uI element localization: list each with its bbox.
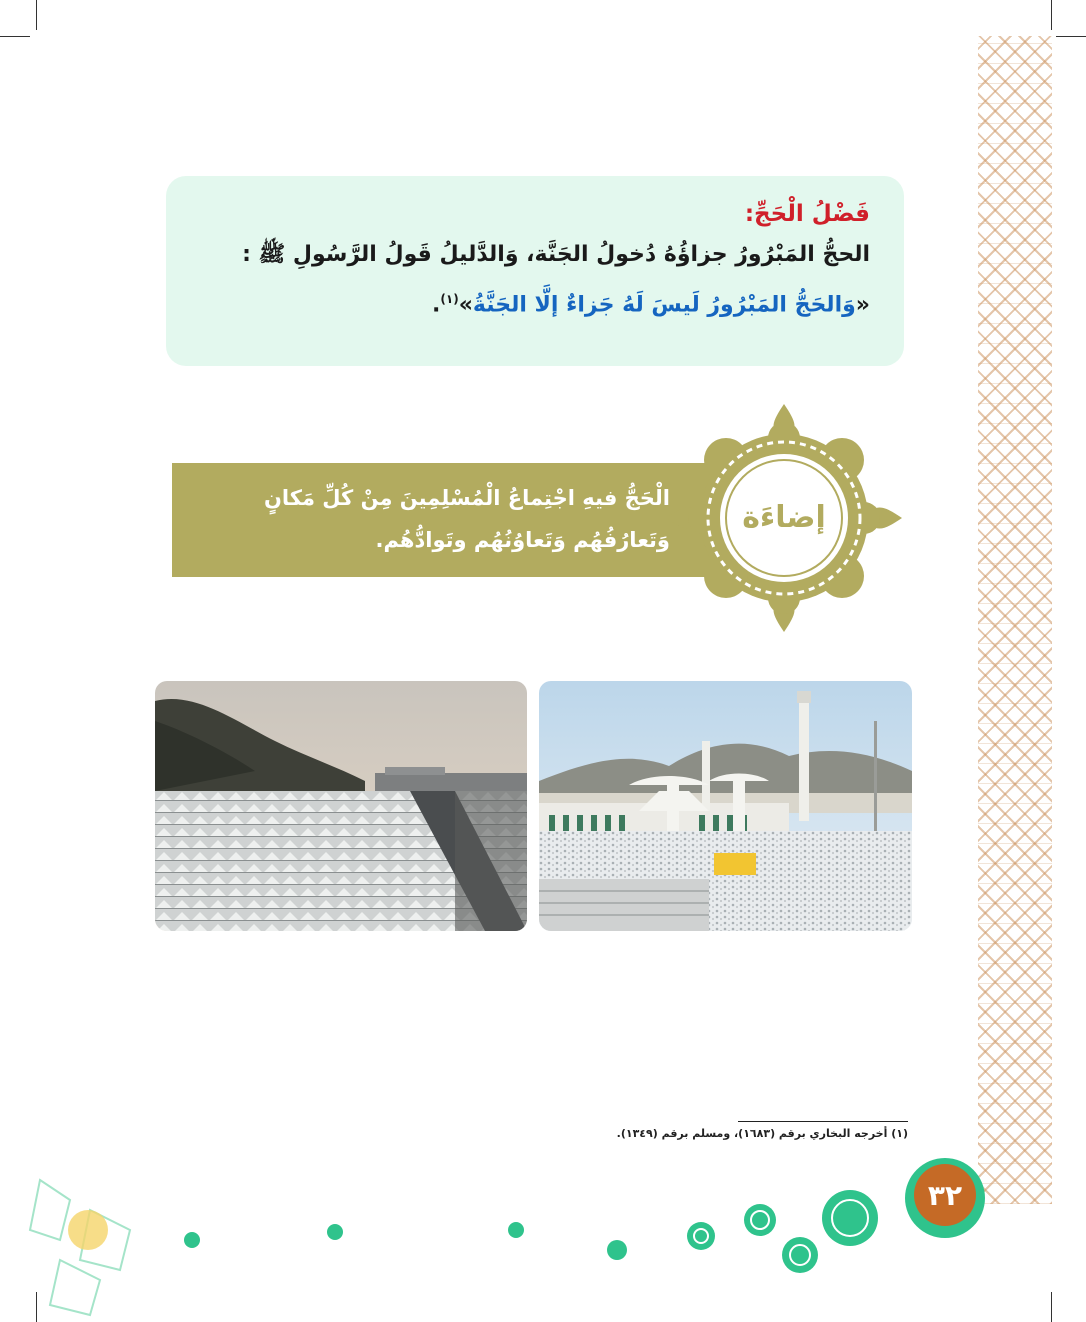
- photo-mosque-pilgrims: [539, 681, 912, 931]
- hadith-line: [200, 278, 870, 326]
- photo-mina-tents: [155, 681, 527, 931]
- decorative-rosettes: [0, 1140, 1086, 1322]
- footnote-divider: [738, 1121, 908, 1122]
- footnote-reference: (١): [440, 292, 459, 306]
- crop-mark: [1056, 36, 1086, 37]
- hadith-text: وَالحَجُّ المَبْرُورُ لَيسَ لَهُ جَزاءٌ إلَّا الجَنَّةُ: [472, 292, 856, 318]
- footnote: (١) أخرجه البخاري برقم (١٦٨٣)، ومسلم برقم (١٣٤٩).: [616, 1127, 908, 1140]
- section-title: فَضْلُ الْحَجِّ:: [744, 201, 870, 227]
- page-number: ٣٢: [914, 1164, 976, 1226]
- quote-open: «: [855, 292, 870, 318]
- badge-label: إضاءَة: [742, 500, 826, 535]
- crop-mark: [36, 0, 37, 30]
- illumination-badge: [664, 402, 904, 634]
- ornamental-border-strip: [978, 36, 1052, 1204]
- crop-mark: [0, 36, 30, 37]
- virtue-box: [166, 176, 904, 366]
- illumination-text: الْحَجُّ فيهِ اجْتِماعُ الْمُسْلِمِينَ مِنْ كُلِّ مَكانٍ وَتَعارُفُهُم وَتَعاوُنُهُم وتَوادُّهُم.: [263, 486, 670, 552]
- crop-mark: [1051, 0, 1052, 30]
- illumination-band: [172, 463, 712, 577]
- virtue-text: الحجُّ المَبْرُورُ جزاؤُهُ دُخولُ الجَنَّة، وَالدَّليلُ قَولُ الرَّسُولِ ﷺ :: [242, 242, 870, 267]
- sentence-period: .: [432, 292, 441, 318]
- quote-close: »: [458, 292, 473, 318]
